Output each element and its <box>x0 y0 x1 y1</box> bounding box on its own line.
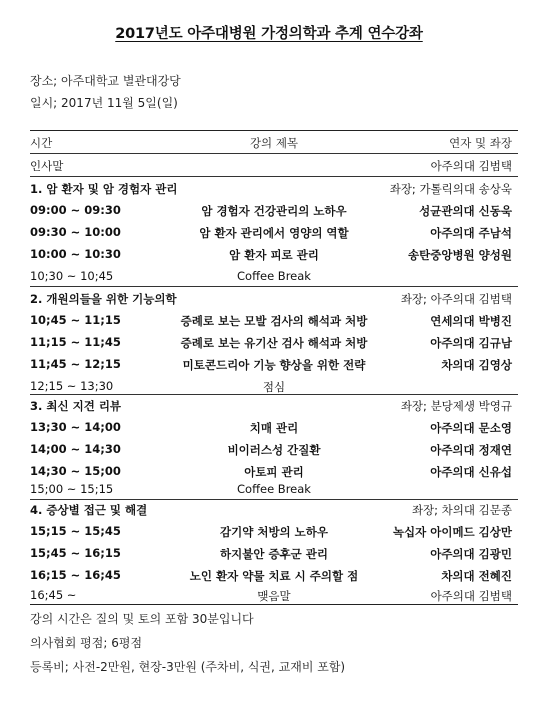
talk-speaker: 녹십자 아이메드 김상만 <box>392 525 512 539</box>
break-row <box>30 480 518 500</box>
talk-title: 증례로 보는 유기산 검사 해석과 처방 <box>180 336 368 350</box>
venue-text: 장소; 아주대학교 별관대강당 <box>30 74 181 88</box>
section-heading-2 <box>30 289 518 309</box>
section-chair: 좌장; 가톨릭의대 송상욱 <box>389 182 512 196</box>
table-bottom-rule <box>30 604 518 605</box>
break-label: Coffee Break <box>237 482 311 496</box>
talk-row <box>30 522 518 542</box>
talk-speaker: 아주의대 정재연 <box>430 443 512 457</box>
section-title: 2. 개원의들을 위한 기능의학 <box>30 292 177 306</box>
talk-time: 16;15 ~ 16;45 <box>30 568 121 582</box>
talk-time: 10:00 ~ 10:30 <box>30 247 121 261</box>
closing-row <box>30 586 518 606</box>
talk-title: 치매 관리 <box>249 421 299 435</box>
section-rule <box>30 394 518 395</box>
header-rule <box>30 153 518 154</box>
talk-speaker: 차의대 전혜진 <box>441 569 512 583</box>
talk-speaker: 아주의대 김광민 <box>430 547 512 561</box>
intro-speaker: 아주의대 김범택 <box>430 159 512 173</box>
talk-title: 암 경험자 건강관리의 노하우 <box>201 204 347 218</box>
talk-speaker: 아주의대 김규남 <box>430 336 512 350</box>
talk-speaker: 아주의대 문소영 <box>430 421 512 435</box>
section-rule <box>30 176 518 177</box>
talk-row <box>30 223 518 243</box>
talk-row <box>30 566 518 586</box>
talk-row <box>30 333 518 353</box>
table-top-rule <box>30 130 518 131</box>
talk-time: 13;30 ~ 14;00 <box>30 420 121 434</box>
talk-title: 미토콘드리아 기능 향상을 위한 전략 <box>182 358 366 372</box>
closing-time: 16;45 ~ <box>30 588 77 602</box>
talk-title: 감기약 처방의 노하우 <box>220 525 328 539</box>
talk-title: 노인 환자 약물 치료 시 주의할 점 <box>189 569 359 583</box>
section-title: 1. 암 환자 및 암 경험자 관리 <box>30 182 178 196</box>
break-label: 점심 <box>262 380 286 394</box>
section-chair: 좌장; 아주의대 김범택 <box>400 292 512 306</box>
talk-time: 15;15 ~ 15;45 <box>30 524 121 538</box>
section-heading-1 <box>30 179 518 199</box>
footer-credit: 의사협회 평점; 6평점 <box>30 636 143 650</box>
talk-time: 14;00 ~ 14;30 <box>30 442 121 456</box>
talk-speaker: 아주의대 신유섭 <box>430 465 512 479</box>
talk-time: 10;45 ~ 11;15 <box>30 313 121 327</box>
talk-speaker: 송탄중앙병원 양성원 <box>408 248 512 262</box>
talk-time: 14;30 ~ 15;00 <box>30 464 121 478</box>
talk-speaker: 성균관의대 신동욱 <box>419 204 512 218</box>
section-chair: 좌장; 차의대 김문종 <box>411 503 512 517</box>
header-speaker: 연자 및 좌장 <box>449 136 512 150</box>
talk-row <box>30 418 518 438</box>
break-time: 12;15 ~ 13;30 <box>30 379 114 393</box>
talk-time: 15;45 ~ 16;15 <box>30 546 121 560</box>
section-rule <box>30 286 518 287</box>
talk-time: 09:30 ~ 10:00 <box>30 225 121 239</box>
date-text: 일시; 2017년 11월 5일(일) <box>30 96 178 110</box>
header-time: 시간 <box>30 136 53 150</box>
closing-label: 맺음말 <box>257 589 291 603</box>
talk-row <box>30 544 518 564</box>
talk-row <box>30 201 518 221</box>
talk-title: 하지불안 증후군 관리 <box>220 547 328 561</box>
section-heading-3 <box>30 396 518 416</box>
closing-speaker: 아주의대 김범택 <box>430 589 512 603</box>
header-topic: 강의 제목 <box>249 136 299 150</box>
intro-row <box>30 156 518 176</box>
talk-title: 암 환자 피로 관리 <box>229 248 319 262</box>
talk-row <box>30 245 518 265</box>
talk-speaker: 차의대 김영상 <box>441 358 512 372</box>
talk-row <box>30 355 518 375</box>
intro-label: 인사말 <box>30 159 64 173</box>
footer-note: 강의 시간은 질의 및 토의 포함 30분입니다 <box>30 612 254 626</box>
talk-row <box>30 440 518 460</box>
break-time: 10;30 ~ 10;45 <box>30 269 114 283</box>
talk-title: 증례로 보는 모발 검사의 해석과 처방 <box>180 314 368 328</box>
talk-row <box>30 462 518 482</box>
talk-speaker: 아주의대 주남석 <box>430 226 512 240</box>
break-time: 15;00 ~ 15;15 <box>30 482 114 496</box>
section-chair: 좌장; 분당제생 박영규 <box>400 399 512 413</box>
break-row <box>30 267 518 287</box>
talk-time: 09:00 ~ 09:30 <box>30 203 121 217</box>
talk-title: 암 환자 관리에서 영양의 역할 <box>199 226 349 240</box>
talk-speaker: 연세의대 박병진 <box>430 314 512 328</box>
talk-time: 11;15 ~ 11;45 <box>30 335 121 349</box>
document-title: 2017년도 아주대병원 가정의학과 추계 연수강좌 <box>115 26 423 42</box>
talk-title: 비이러스성 간질환 <box>227 443 321 457</box>
section-title: 4. 증상별 접근 및 해결 <box>30 503 148 517</box>
break-label: Coffee Break <box>237 269 311 283</box>
footer-fee: 등록비; 사전-2만원, 현장-3만원 (주차비, 식권, 교재비 포함) <box>30 660 346 674</box>
section-heading-4 <box>30 500 518 520</box>
section-title: 3. 최신 지견 리뷰 <box>30 399 122 413</box>
talk-time: 11;45 ~ 12;15 <box>30 357 121 371</box>
talk-title: 아토피 관리 <box>244 465 304 479</box>
talk-row <box>30 311 518 331</box>
table-header <box>30 133 518 153</box>
